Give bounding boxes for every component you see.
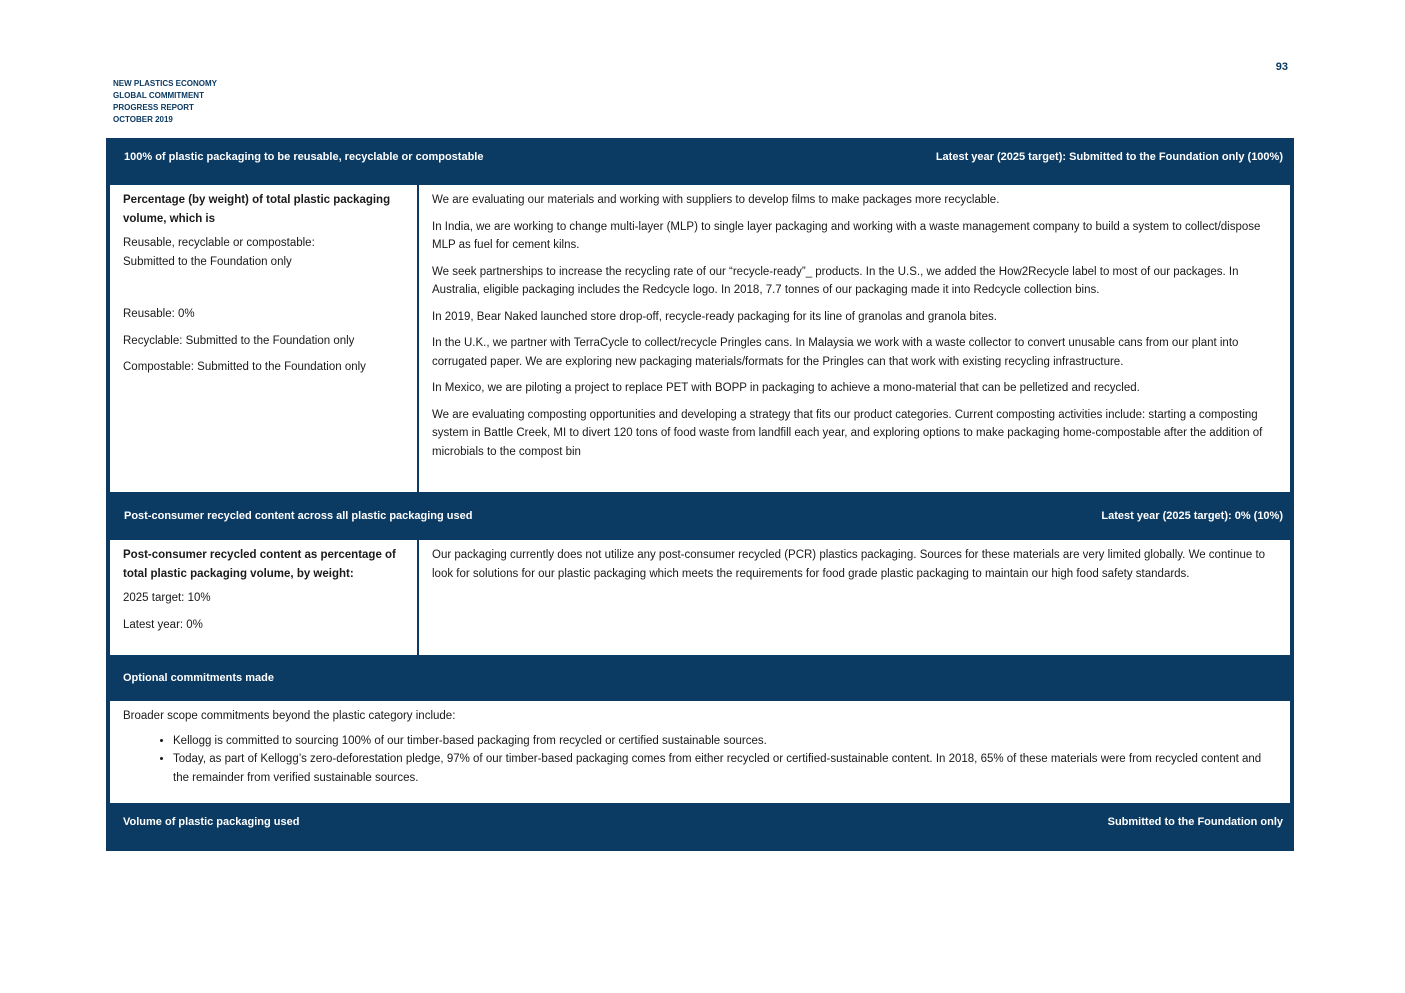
page-number: 93 bbox=[1275, 61, 1288, 73]
optional-intro: Broader scope commitments beyond the plastic category include: bbox=[123, 710, 456, 722]
section-title: 100% of plastic packaging to be reusable, recyclable or compostable bbox=[124, 151, 484, 163]
metric-compostable: Compostable: Submitted to the Foundation only bbox=[123, 361, 366, 373]
narrative-paragraph: We seek partnerships to increase the recycling rate of our “recycle-ready”_ products. In the U.S., we added the How2Recycle label to most of our packages. In Australia, eligible packaging includes the Redcycle logo. In 2018, 7.7 tonnes of our packaging made it into Redcycle collection bins. bbox=[432, 265, 1239, 296]
section-header-pcr bbox=[106, 492, 1294, 540]
commitments-table bbox=[106, 138, 1294, 851]
section-header-recyclable bbox=[106, 138, 1294, 176]
narrative-paragraph: In 2019, Bear Naked launched store drop-off, recycle-ready packaging for its line of granolas and granola bites. bbox=[432, 310, 997, 323]
metric-heading: Percentage (by weight) of total plastic packaging volume, which is bbox=[123, 194, 391, 225]
metric-target: 2025 target: 10% bbox=[123, 592, 211, 604]
pcr-narrative-panel bbox=[419, 540, 1290, 655]
report-header-line: NEW PLASTICS ECONOMY bbox=[113, 79, 218, 88]
metric-line: Submitted to the Foundation only bbox=[123, 255, 292, 268]
metric-recyclable: Recyclable: Submitted to the Foundation only bbox=[123, 334, 355, 347]
list-item: • Today, as part of Kellogg’s zero-deforestation pledge, 97% of our timber-based packaging comes from either recycled or certified-sustainable content. In 2018, 65% of these materials were from recycled content and the remainder from verified sustainable sources. bbox=[173, 750, 1276, 787]
narrative-paragraph: We are evaluating our materials and working with suppliers to develop films to make packages more recyclable. bbox=[432, 194, 1000, 206]
metric-reusable: Reusable: 0% bbox=[123, 308, 195, 320]
section-title: Post-consumer recycled content across all plastic packaging used bbox=[124, 510, 473, 522]
report-header-line: OCTOBER 2019 bbox=[113, 115, 173, 124]
section-header-optional bbox=[106, 655, 1294, 701]
recyclable-narrative-panel bbox=[419, 185, 1290, 492]
section-title: Volume of plastic packaging used bbox=[123, 816, 300, 828]
report-header-line: GLOBAL COMMITMENT bbox=[113, 91, 204, 100]
metric-heading: Post-consumer recycled content as percentage of total plastic packaging volume, by weight: bbox=[123, 549, 396, 580]
narrative-paragraph: In the U.K., we partner with TerraCycle to collect/recycle Pringles cans. In Malaysia we work with a waste collector to convert unusable cans from our plant into corrugated paper. We are exploring new packaging materials/formats for the Pringles can that work with existing recycling infrastructure. bbox=[432, 337, 1239, 368]
optional-commitments-panel bbox=[110, 701, 1290, 803]
section-status: Latest year (2025 target): 0% (10%) bbox=[1101, 510, 1283, 522]
section-title: Optional commitments made bbox=[123, 672, 274, 684]
section-header-volume bbox=[106, 803, 1294, 841]
narrative-paragraph: We are evaluating composting opportunities and developing a strategy that fits our product categories. Current composting activities include: starting a composting system in Battle Creek, MI to divert 120 tons of food waste from landfill each year, and exploring options to make packaging home-compostable after the addition of microbials to the compost bin bbox=[432, 408, 1263, 458]
pcr-metrics-panel bbox=[110, 540, 417, 655]
list-item: • Kellogg is committed to sourcing 100% of our timber-based packaging from recycled or certified sustainable sources. bbox=[173, 732, 1276, 751]
metric-latest: Latest year: 0% bbox=[123, 618, 203, 631]
narrative-paragraph: In Mexico, we are piloting a project to replace PET with BOPP in packaging to achieve a mono-material that can be pelletized and recycled. bbox=[432, 382, 1140, 394]
metric-line: Reusable, recyclable or compostable: bbox=[123, 237, 315, 249]
report-header bbox=[113, 78, 217, 126]
report-header-line: PROGRESS REPORT bbox=[113, 103, 194, 112]
section-status: Submitted to the Foundation only bbox=[1107, 816, 1283, 828]
recyclable-metrics-panel bbox=[110, 185, 417, 492]
optional-list bbox=[123, 732, 1276, 788]
section-status: Latest year (2025 target): Submitted to the Foundation only (100%) bbox=[935, 151, 1283, 163]
narrative-paragraph: Our packaging currently does not utilize any post-consumer recycled (PCR) plastics packaging. Sources for these materials are very limited globally. We continue to look for solutions for our plastic packaging which meets the requirements for food grade plastic packaging to maintain our high food safety standards. bbox=[432, 549, 1266, 580]
narrative-paragraph: In India, we are working to change multi-layer (MLP) to single layer packaging and working with a waste management company to build a system to collect/dispose MLP as fuel for cement kilns. bbox=[432, 220, 1261, 251]
